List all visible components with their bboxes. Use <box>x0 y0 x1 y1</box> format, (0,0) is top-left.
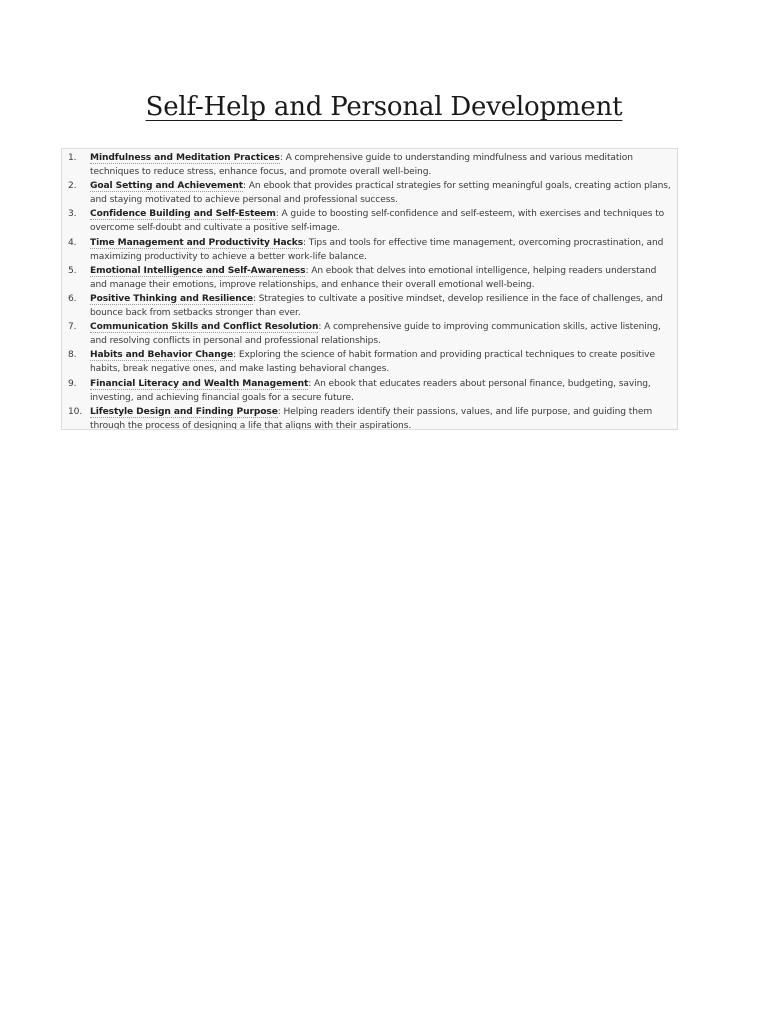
list-item <box>62 207 677 235</box>
list-item-description: : A comprehensive guide to improving communication skills, active listening, and resolving conflicts in personal and professional relationships. <box>90 322 661 347</box>
list-item-description: : A guide to boosting self-confidence and self-esteem, with exercises and techniques to overcome self-doubt and cultivate a positive self-image. <box>90 209 665 234</box>
numbered-list-box <box>61 148 678 430</box>
list-item-description: : Helping readers identify their passions, values, and life purpose, and guiding them through the process of designing a life that aligns with their aspirations. <box>90 406 653 430</box>
list-item <box>62 377 677 405</box>
list-item-number: 2. <box>68 181 77 192</box>
list-item-description: : Exploring the science of habit formation and providing practical techniques to create positive habits, break negative ones, and make lasting behavioral changes. <box>90 350 655 375</box>
list-item-number: 10. <box>68 406 83 417</box>
list-item <box>62 348 677 376</box>
list-item-number: 5. <box>68 265 77 276</box>
list-item <box>62 236 677 264</box>
list-item-description: : Strategies to cultivate a positive mindset, develop resilience in the face of challenges, and bounce back from setbacks stronger than ever. <box>90 293 663 319</box>
list-item-term[interactable]: Mindfulness and Meditation Practices <box>90 153 280 163</box>
list-item-description: : An ebook that delves into emotional intelligence, helping readers understand and manage their emotions, improve relationships, and enhance their overall emotional well-being. <box>90 265 657 290</box>
list-item-number: 7. <box>68 322 77 333</box>
topic-list <box>62 149 677 430</box>
list-item-description: : An ebook that educates readers about personal finance, budgeting, saving, investing, and achieving financial goals for a secure future. <box>90 378 651 403</box>
list-item-term[interactable]: Lifestyle Design and Finding Purpose <box>90 406 278 417</box>
page-title: Self-Help and Personal Development <box>145 92 623 122</box>
list-item <box>62 292 677 320</box>
list-item-term[interactable]: Goal Setting and Achievement <box>90 181 244 192</box>
list-item-term[interactable]: Financial Literacy and Wealth Management <box>90 378 309 389</box>
list-item-term[interactable]: Time Management and Productivity Hacks <box>90 237 304 248</box>
list-item <box>62 405 677 430</box>
list-item-description: : An ebook that provides practical strategies for setting meaningful goals, creating action plans, and staying motivated to achieve personal and professional success. <box>90 181 671 206</box>
list-item-term[interactable]: Habits and Behavior Change <box>90 350 234 361</box>
list-item-term[interactable]: Confidence Building and Self-Esteem <box>90 209 276 220</box>
list-item-number: 8. <box>68 350 77 361</box>
list-item <box>62 264 677 292</box>
list-item-number: 9. <box>68 378 77 389</box>
list-item-term[interactable]: Positive Thinking and Resilience <box>90 293 253 304</box>
list-item-number: 4. <box>68 237 77 248</box>
list-item-description: : A comprehensive guide to understanding mindfulness and various meditation techniques to reduce stress, enhance focus, and promote overall well-being. <box>90 153 633 178</box>
list-item-term[interactable]: Emotional Intelligence and Self-Awareness <box>90 265 306 276</box>
list-item-description: : Tips and tools for effective time management, overcoming procrastination, and maximizing productivity to achieve a better work-life balance. <box>90 237 664 262</box>
list-item-number: 1. <box>68 153 77 163</box>
list-item-number: 3. <box>68 209 77 220</box>
list-item <box>62 179 677 207</box>
list-item <box>62 151 677 179</box>
list-item <box>62 320 677 348</box>
list-item-number: 6. <box>68 293 77 304</box>
list-item-term[interactable]: Communication Skills and Conflict Resolution <box>90 322 319 333</box>
